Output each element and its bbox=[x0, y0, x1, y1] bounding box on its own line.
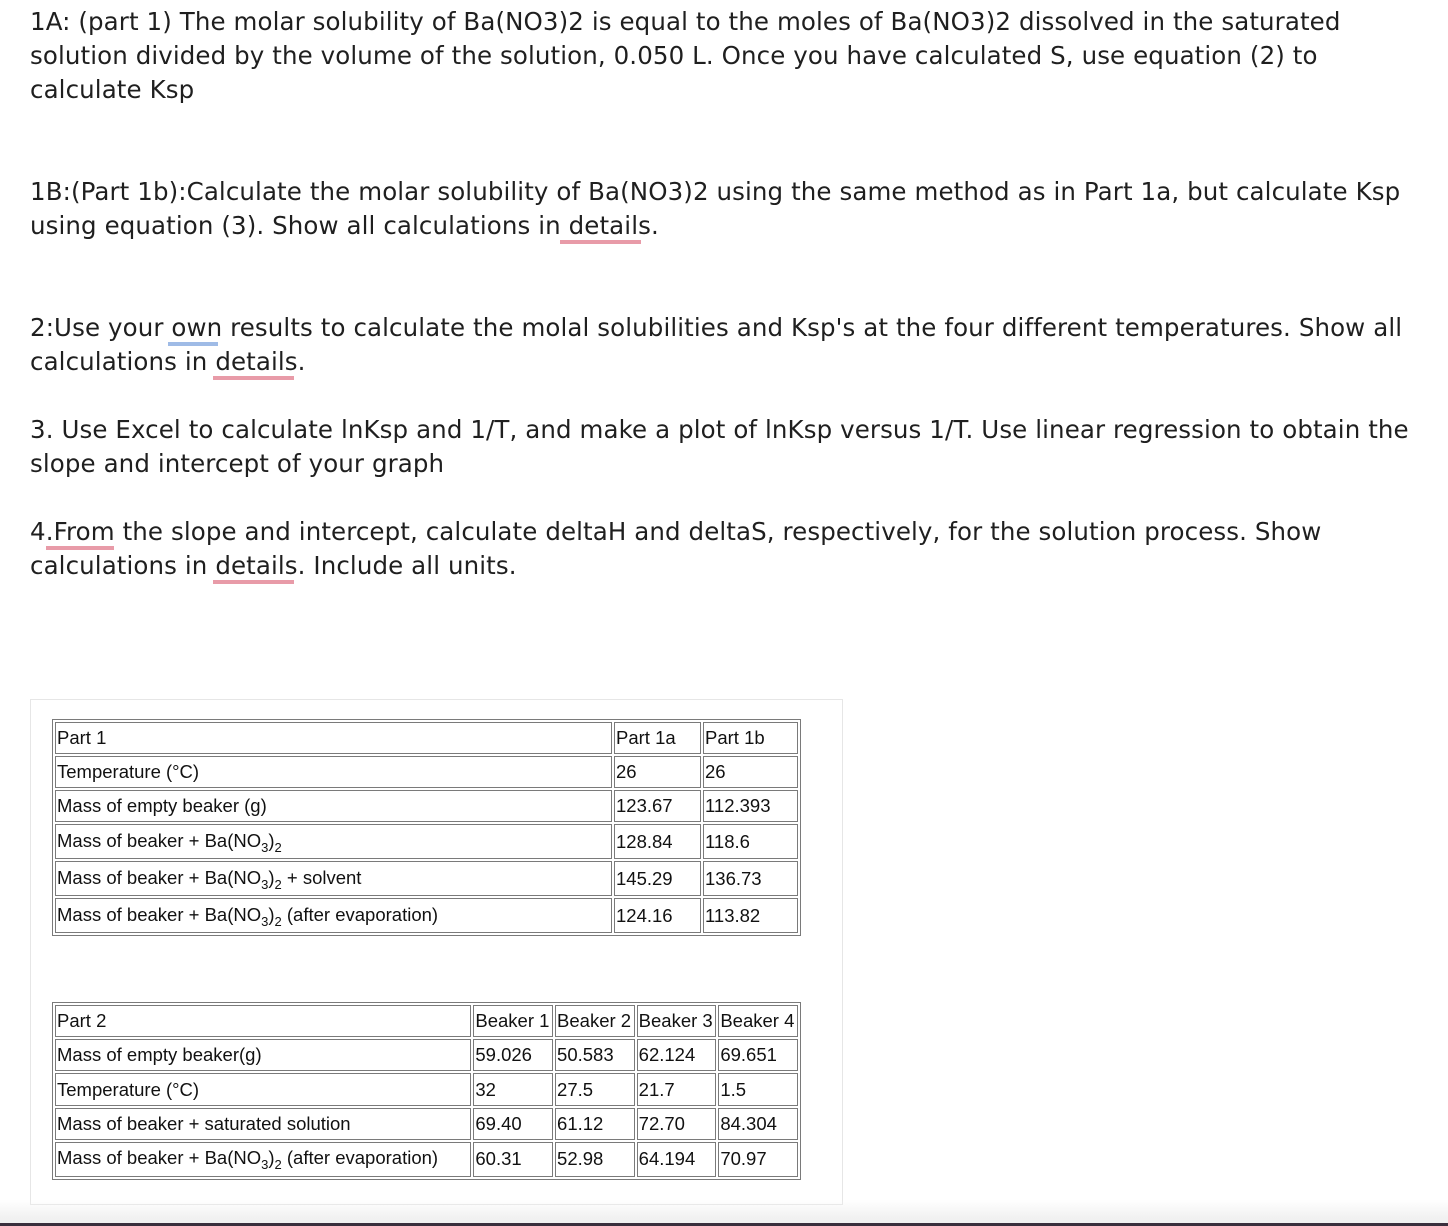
table-row bbox=[55, 1142, 798, 1177]
part1-table bbox=[52, 719, 801, 936]
label-text: Mass of beaker + bbox=[57, 829, 205, 851]
table-header-cell: Beaker 4 bbox=[718, 1005, 798, 1037]
table-cell: 61.12 bbox=[555, 1108, 635, 1140]
data-tables-image bbox=[30, 699, 843, 1205]
table-header-cell: Beaker 1 bbox=[473, 1005, 553, 1037]
table-cell: 72.70 bbox=[637, 1108, 717, 1140]
table-cell: 69.40 bbox=[473, 1108, 553, 1140]
row-label: Mass of beaker + saturated solution bbox=[55, 1108, 471, 1140]
table-row bbox=[55, 1039, 798, 1071]
question-3: 3. Use Excel to calculate lnKsp and 1/T, and make a plot of lnKsp versus 1/T. Use linear regression to obtain the slope and intercept of your graph bbox=[30, 415, 1409, 478]
spellcheck-underline bbox=[213, 580, 294, 584]
label-text: Mass of beaker + bbox=[57, 1147, 205, 1169]
table-row bbox=[55, 790, 798, 822]
table-cell: 52.98 bbox=[555, 1142, 635, 1177]
table-cell: 112.393 bbox=[703, 790, 798, 822]
row-label bbox=[55, 1142, 471, 1177]
label-text: (after evaporation) bbox=[281, 903, 439, 925]
row-label bbox=[55, 861, 612, 896]
question-1a: 1A: (part 1) The molar solubility of Ba(NO3)2 is equal to the moles of Ba(NO3)2 dissolved in the saturated solution divided by the volume of the solution, 0.050 L. Once you have calculated S, use equation (2) to calculate Ksp bbox=[30, 7, 1341, 104]
row-label bbox=[55, 824, 612, 859]
table-header-cell: Part 1b bbox=[703, 722, 798, 754]
chem-formula: $Ba(NO_3)_2$ bbox=[204, 1147, 282, 1173]
table-cell: 113.82 bbox=[703, 898, 798, 933]
spellcheck-underline bbox=[560, 240, 641, 244]
table-row bbox=[55, 824, 798, 859]
row-label: Mass of empty beaker (g) bbox=[55, 790, 612, 822]
table-cell: 1.5 bbox=[718, 1073, 798, 1105]
table-row bbox=[55, 861, 798, 896]
row-label: Mass of empty beaker(g) bbox=[55, 1039, 471, 1071]
table-cell: 123.67 bbox=[614, 790, 701, 822]
table-cell: 118.6 bbox=[703, 824, 798, 859]
spellcheck-underline bbox=[213, 376, 294, 380]
question-2: 2:Use your own results to calculate the molal solubilities and Ksp's at the four different temperatures. Show all calculations in details. bbox=[30, 313, 1403, 376]
table-cell: 27.5 bbox=[555, 1073, 635, 1105]
chem-formula: $Ba(NO_3)_2$ bbox=[204, 903, 282, 929]
row-label: Temperature (°C) bbox=[55, 756, 612, 788]
grammar-underline bbox=[168, 342, 218, 346]
table-cell: 26 bbox=[703, 756, 798, 788]
table-cell: 50.583 bbox=[555, 1039, 635, 1071]
table-row bbox=[55, 1108, 798, 1140]
table-header-row bbox=[55, 722, 798, 754]
table-cell: 60.31 bbox=[473, 1142, 553, 1177]
table-header-cell: Part 1 bbox=[55, 722, 612, 754]
chem-formula: $Ba(NO_3)_2$ bbox=[204, 829, 282, 855]
table-cell: 136.73 bbox=[703, 861, 798, 896]
table-header-cell: Beaker 3 bbox=[637, 1005, 717, 1037]
table-cell: 124.16 bbox=[614, 898, 701, 933]
table-header-row bbox=[55, 1005, 798, 1037]
table-cell: 26 bbox=[614, 756, 701, 788]
table-cell: 69.651 bbox=[718, 1039, 798, 1071]
table-cell: 128.84 bbox=[614, 824, 701, 859]
table-cell: 64.194 bbox=[637, 1142, 717, 1177]
label-text: (after evaporation) bbox=[281, 1147, 439, 1169]
table-cell: 21.7 bbox=[637, 1073, 717, 1105]
table-cell: 62.124 bbox=[637, 1039, 717, 1071]
question-4: 4.From the slope and intercept, calculate deltaH and deltaS, respectively, for the solution process. Show calculations in details. Include all units. bbox=[30, 517, 1322, 580]
label-text: Mass of beaker + bbox=[57, 903, 205, 925]
table-header-cell: Part 2 bbox=[55, 1005, 471, 1037]
spellcheck-underline bbox=[46, 546, 114, 550]
table-header-cell: Beaker 2 bbox=[555, 1005, 635, 1037]
table-cell: 84.304 bbox=[718, 1108, 798, 1140]
table-cell: 32 bbox=[473, 1073, 553, 1105]
chem-formula: $Ba(NO_3)_2$ bbox=[204, 866, 282, 892]
table-row bbox=[55, 898, 798, 933]
row-label: Temperature (°C) bbox=[55, 1073, 471, 1105]
table-row bbox=[55, 756, 798, 788]
table-cell: 145.29 bbox=[614, 861, 701, 896]
row-label bbox=[55, 898, 612, 933]
label-text: + solvent bbox=[281, 866, 362, 888]
table-cell: 59.026 bbox=[473, 1039, 553, 1071]
table-header-cell: Part 1a bbox=[614, 722, 701, 754]
question-1b: 1B:(Part 1b):Calculate the molar solubility of Ba(NO3)2 using the same method as in Part 1a, but calculate Ksp using equation (3). Show all calculations in details. bbox=[30, 177, 1401, 240]
table-cell: 70.97 bbox=[718, 1142, 798, 1177]
table-row bbox=[55, 1073, 798, 1105]
part2-table bbox=[52, 1002, 801, 1180]
label-text: Mass of beaker + bbox=[57, 866, 205, 888]
